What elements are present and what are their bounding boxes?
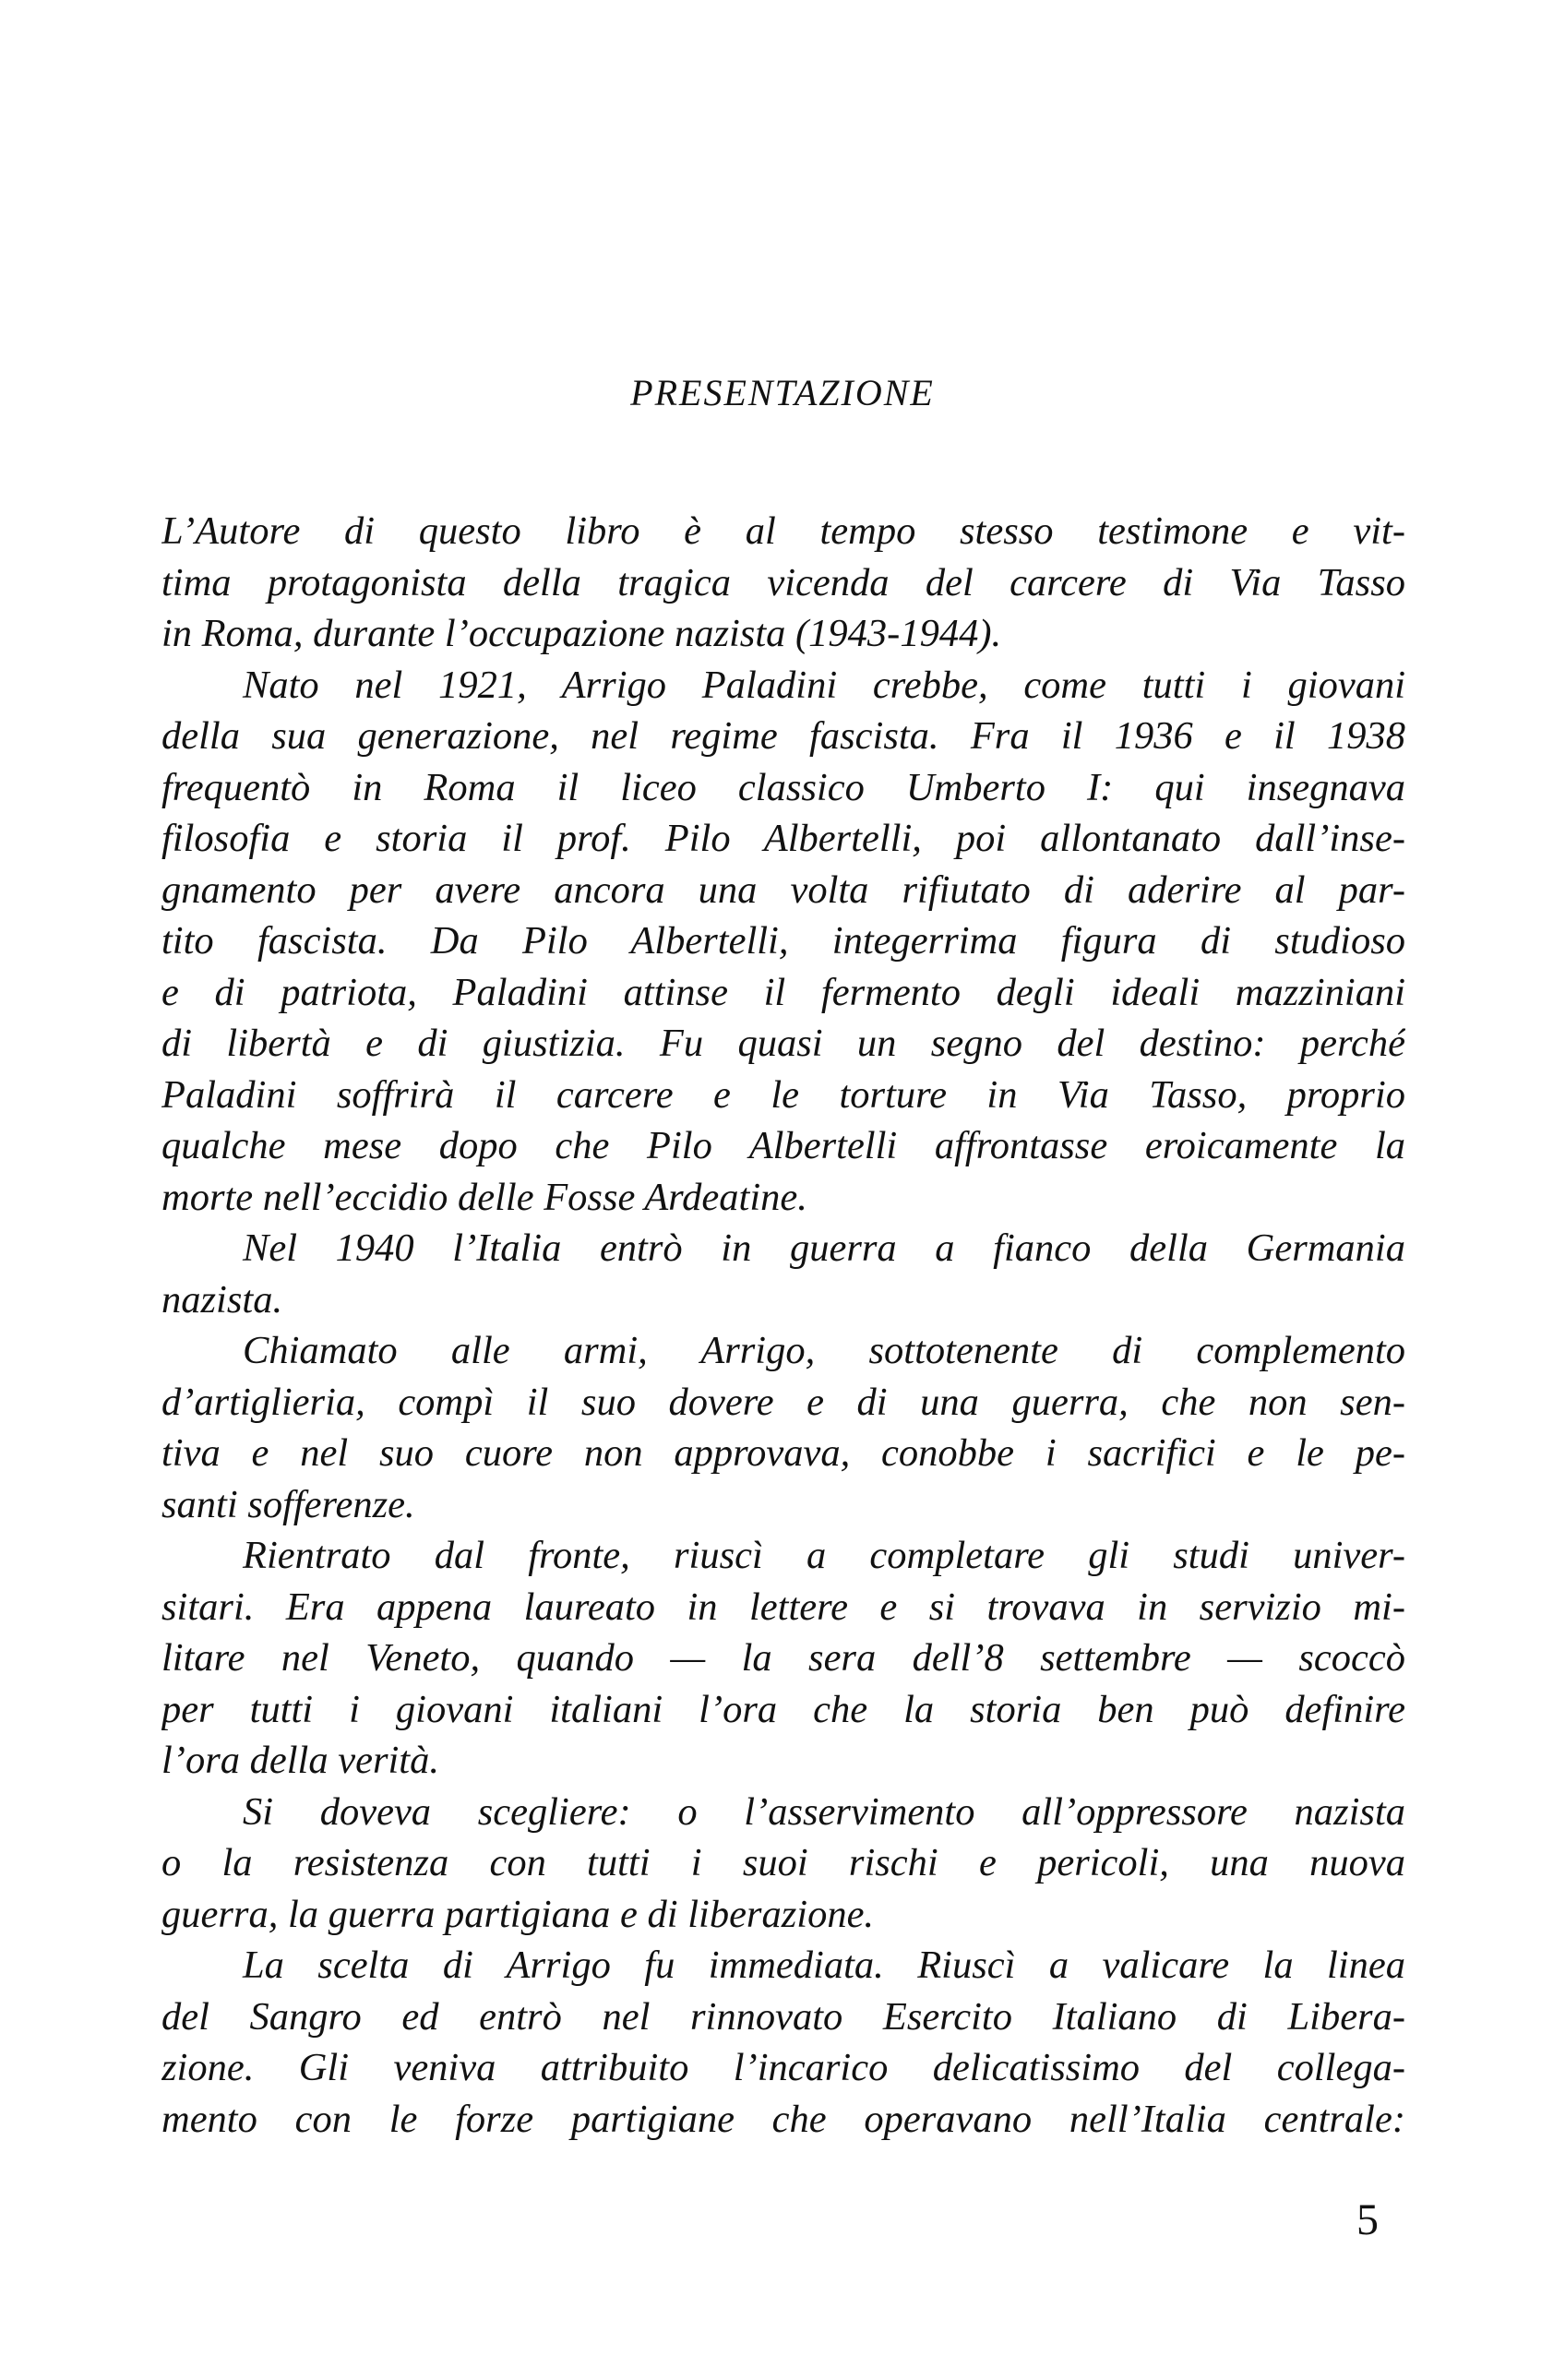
text-line: del Sangro ed entrò nel rinnovato Esercito Italiano di Libera- — [161, 1994, 1405, 2039]
text-line: d’artiglieria, compì il suo dovere e di una guerra, che non sen- — [161, 1380, 1405, 1424]
text-line: La scelta di Arrigo fu immediata. Riuscì a valicare la linea — [243, 1943, 1405, 1987]
text-line: Nato nel 1921, Arrigo Paladini crebbe, come tutti i giovani — [243, 663, 1405, 707]
text-line: l’ora della verità. — [161, 1739, 439, 1782]
text-line: zione. Gli veniva attribuito l’incarico delicatissimo del collega- — [161, 2046, 1405, 2089]
text-line: qualche mese dopo che Pilo Albertelli affrontasse eroicamente la — [161, 1124, 1405, 1167]
text-line: litare nel Veneto, quando — la sera dell’8 settembre — scoccò — [161, 1636, 1405, 1680]
text-line: mento con le forze partigiane che operavano nell’Italia centrale: — [161, 2097, 1405, 2141]
text-line: per tutti i giovani italiani l’ora che la storia ben può definire — [161, 1687, 1405, 1731]
text-line: di libertà e di giustizia. Fu quasi un segno del destino: perché — [161, 1022, 1405, 1065]
text-line: gnamento per avere ancora una volta rifiutato di aderire al par- — [161, 867, 1405, 912]
text-line: Rientrato dal fronte, riuscì a completare gli studi univer- — [243, 1534, 1405, 1577]
text-line: guerra, la guerra partigiana e di liberazione. — [161, 1892, 875, 1936]
text-line: in Roma, durante l’occupazione nazista (1943-1944). — [161, 612, 1002, 655]
text-line: santi sofferenze. — [161, 1482, 415, 1526]
text-line: sitari. Era appena laureato in lettere e si trovava in servizio mi- — [161, 1585, 1405, 1629]
text-line: della sua generazione, nel regime fascista. Fra il 1936 e il 1938 — [161, 714, 1405, 758]
text-line: Paladini soffrirà il carcere e le torture in Via Tasso, proprio — [161, 1072, 1405, 1117]
text-line: filosofia e storia il prof. Pilo Albertelli, poi allontanato dall’inse- — [161, 817, 1405, 860]
text-line: frequentò in Roma il liceo classico Umberto I: qui insegnava — [161, 765, 1405, 809]
text-line: tiva e nel suo cuore non approvava, conobbe i sacrifici e le pe- — [161, 1431, 1405, 1475]
text-line: e di patriota, Paladini attinse il fermento degli ideali mazziniani — [161, 970, 1405, 1014]
text-line: Nel 1940 l’Italia entrò in guerra a fianco della Germania — [243, 1226, 1405, 1270]
text-line: Si doveva scegliere: o l’asservimento all’oppressore nazista — [243, 1789, 1405, 1834]
text-line: nazista. — [161, 1277, 283, 1322]
text-line: o la resistenza con tutti i suoi rischi e pericoli, una nuova — [161, 1841, 1405, 1884]
text-line: tito fascista. Da Pilo Albertelli, integerrima figura di studioso — [161, 919, 1405, 963]
page-title: PRESENTAZIONE — [630, 372, 935, 413]
body-text — [161, 506, 1405, 2145]
page-number: 5 — [1356, 2195, 1379, 2244]
text-line: morte nell’eccidio delle Fosse Ardeatine. — [161, 1175, 807, 1219]
text-line: L’Autore di questo libro è al tempo stesso testimone e vit- — [161, 509, 1405, 553]
text-line: tima protagonista della tragica vicenda del carcere di Via Tasso — [161, 560, 1405, 604]
text-line: Chiamato alle armi, Arrigo, sottotenente di complemento — [243, 1329, 1405, 1372]
